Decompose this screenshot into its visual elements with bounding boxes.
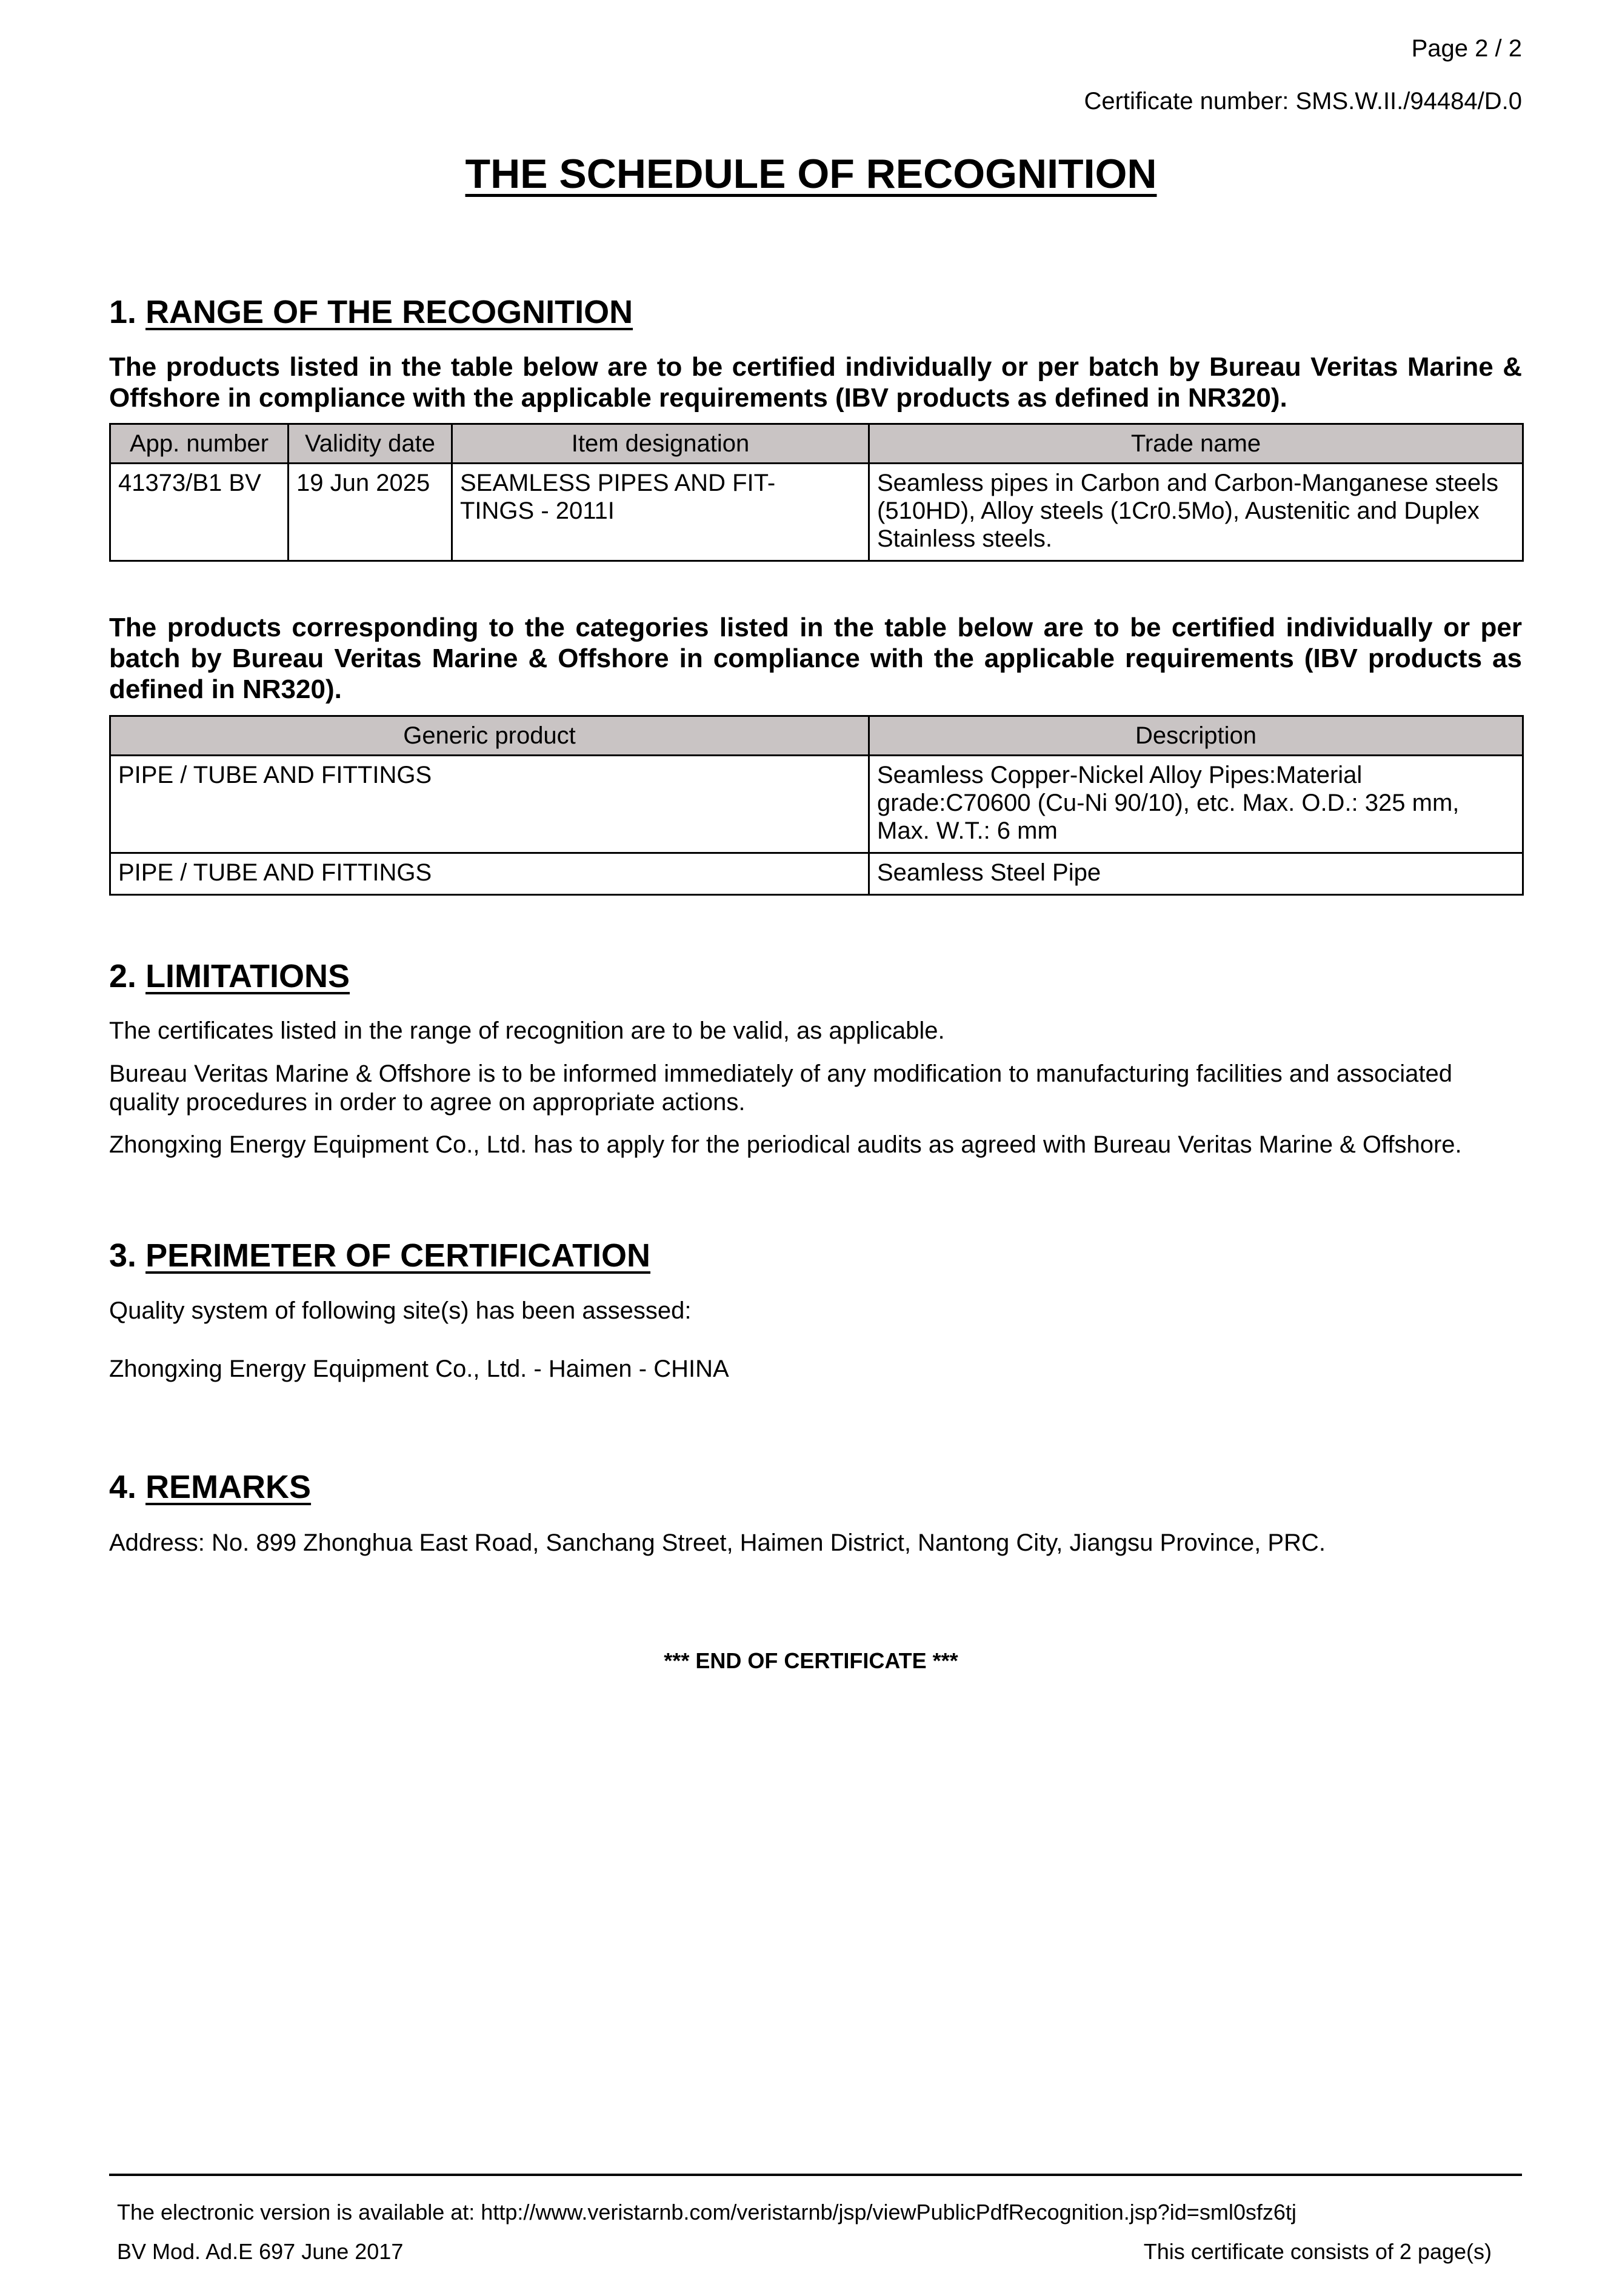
section-number: 2. [109, 958, 137, 994]
section-number: 3. [109, 1237, 137, 1274]
range-intro-2 [109, 612, 1522, 705]
col-generic-product: Generic product [110, 716, 869, 756]
page-number: Page 2 / 2 [1411, 35, 1522, 62]
certificate-number: Certificate number: SMS.W.II./94484/D.0 [1084, 88, 1522, 115]
section-heading-remarks [109, 1468, 311, 1506]
remarks-address: Address: No. 899 Zhonghua East Road, Sanchang Street, Haimen District, Nantong City, Jiangsu Province, PRC. [109, 1529, 1326, 1556]
footer-page-count: This certificate consists of 2 page(s) [1143, 2239, 1492, 2264]
range-intro-2-text: The products corresponding to the categories listed in the table below are to be certified individually or per batch by Bureau Veritas Marine & Offshore in compliance with the applicable requirements (IBV products as defined in NR320). [109, 613, 1522, 704]
section-heading-limitations [109, 957, 350, 995]
cell-description: Seamless Copper-Nickel Alloy Pipes:Material grade:C70600 (Cu-Ni 90/10), etc. Max. O.D.: 325 mm, Max. W.T.: 6 mm [869, 756, 1523, 853]
limitations-para-2: Bureau Veritas Marine & Offshore is to be informed immediately of any modification to manufacturing facilities and associated quality procedures in order to agree on appropriate actions. [109, 1060, 1452, 1116]
limitations-para-1: The certificates listed in the range of recognition are to be valid, as applicable. [109, 1017, 945, 1044]
category-table [109, 715, 1524, 896]
limitations-para-3: Zhongxing Energy Equipment Co., Ltd. has to apply for the periodical audits as agreed with Bureau Veritas Marine & Offshore. [109, 1131, 1462, 1158]
table-row [110, 464, 1523, 561]
perimeter-site: Zhongxing Energy Equipment Co., Ltd. - Haimen - CHINA [109, 1356, 729, 1382]
category-table-wrapper [109, 715, 1522, 896]
cell-item-designation: SEAMLESS PIPES AND FIT-TINGS - 2011I [452, 464, 869, 561]
table-row [110, 853, 1523, 895]
cell-app-number: 41373/B1 BV [110, 464, 289, 561]
section-number: 1. [109, 294, 137, 330]
col-description: Description [869, 716, 1523, 756]
range-intro-1-text: The products listed in the table below are to be certified individually or per batch by Bureau Veritas Marine & Offshore in compliance with the applicable requirements (IBV products as defined in NR320). [109, 352, 1522, 413]
col-trade-name: Trade name [869, 424, 1523, 464]
cell-generic-product: PIPE / TUBE AND FITTINGS [110, 853, 869, 895]
col-app-number: App. number [110, 424, 289, 464]
section-title: PERIMETER OF CERTIFICATION [145, 1237, 651, 1274]
section-heading-perimeter [109, 1237, 650, 1274]
cell-trade-name: Seamless pipes in Carbon and Carbon-Manganese steels (510HD), Alloy steels (1Cr0.5Mo), Austenitic and Duplex Stainless steels. [869, 464, 1523, 561]
cell-description: Seamless Steel Pipe [869, 853, 1523, 895]
section-title: RANGE OF THE RECOGNITION [145, 294, 633, 330]
section-number: 4. [109, 1469, 137, 1505]
table-header-row [110, 424, 1523, 464]
cell-generic-product: PIPE / TUBE AND FITTINGS [110, 756, 869, 853]
document-title [0, 150, 1622, 198]
cell-validity-date: 19 Jun 2025 [289, 464, 452, 561]
col-validity-date: Validity date [289, 424, 452, 464]
section-title: LIMITATIONS [145, 958, 350, 994]
table-row [110, 756, 1523, 853]
document-title-text: THE SCHEDULE OF RECOGNITION [465, 151, 1157, 197]
end-of-certificate: *** END OF CERTIFICATE *** [664, 1648, 958, 1673]
footer-divider [109, 2174, 1522, 2176]
section-title: REMARKS [145, 1469, 312, 1505]
recognition-table-wrapper [109, 423, 1522, 562]
perimeter-para-1: Quality system of following site(s) has been assessed: [109, 1297, 692, 1324]
footer-form-reference: BV Mod. Ad.E 697 June 2017 [117, 2239, 404, 2264]
col-item-designation: Item designation [452, 424, 869, 464]
recognition-table [109, 423, 1524, 562]
section-heading-range [109, 293, 633, 331]
range-intro-1 [109, 351, 1522, 413]
footer-electronic-version: The electronic version is available at: http://www.veristarnb.com/veristarnb/jsp/viewPublicPdfRecognition.jsp?id=sml0sfz6tj [117, 2200, 1297, 2224]
table-header-row [110, 716, 1523, 756]
